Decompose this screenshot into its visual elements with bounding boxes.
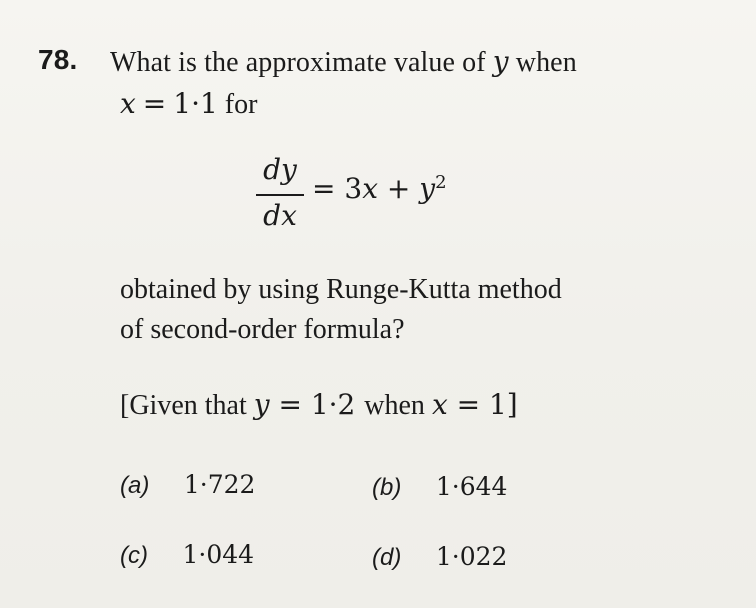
rhs-y: y: [419, 172, 436, 205]
differential-equation: [256, 153, 486, 236]
rhs-power: 2: [435, 172, 447, 193]
stem-tail: when: [515, 47, 577, 78]
condition-tail: for: [224, 89, 258, 120]
question-number: 78.: [38, 44, 78, 75]
fraction-numerator: dy: [263, 153, 297, 186]
derivative-fraction: [256, 153, 304, 232]
method-line-2: of second-order formula?: [120, 314, 405, 345]
question-stem-line-1: [110, 45, 577, 78]
option-b[interactable]: [372, 474, 507, 500]
given-y-value: = 1·2: [269, 388, 365, 421]
given-open: [Given that: [120, 390, 254, 421]
equation-right-side: [312, 174, 447, 203]
given-x-value: = 1]: [447, 388, 518, 421]
given-condition: [120, 388, 518, 421]
option-a-label: (a): [120, 472, 150, 499]
method-line-1: obtained by using Runge-Kutta method: [120, 274, 562, 305]
option-b-value: 1·644: [435, 472, 508, 501]
stem-text: What is the approximate value of: [110, 47, 486, 78]
given-y-variable: y: [253, 388, 270, 421]
condition-value: 1·1: [173, 87, 218, 120]
option-b-label: (b): [372, 474, 402, 501]
condition-variable: x: [120, 87, 136, 120]
option-c-label: (c): [120, 542, 148, 569]
stem-variable: y: [492, 45, 509, 78]
rhs-x: x: [362, 172, 378, 205]
given-when: when: [364, 390, 432, 421]
fraction-denominator: dx: [263, 199, 297, 232]
rhs-prefix: = 3: [312, 172, 363, 205]
option-d-value: 1·022: [435, 542, 508, 571]
rhs-plus: +: [377, 172, 420, 205]
option-d[interactable]: [372, 544, 507, 570]
option-a-value: 1·722: [183, 470, 256, 499]
given-x-variable: x: [431, 388, 448, 421]
condition-equals: =: [142, 87, 167, 120]
option-c[interactable]: [120, 542, 254, 568]
option-d-label: (d): [372, 544, 402, 571]
fraction-bar: [256, 194, 304, 196]
option-c-value: 1·044: [182, 540, 255, 569]
question-stem-line-2: [120, 87, 258, 120]
option-a[interactable]: [120, 472, 255, 498]
